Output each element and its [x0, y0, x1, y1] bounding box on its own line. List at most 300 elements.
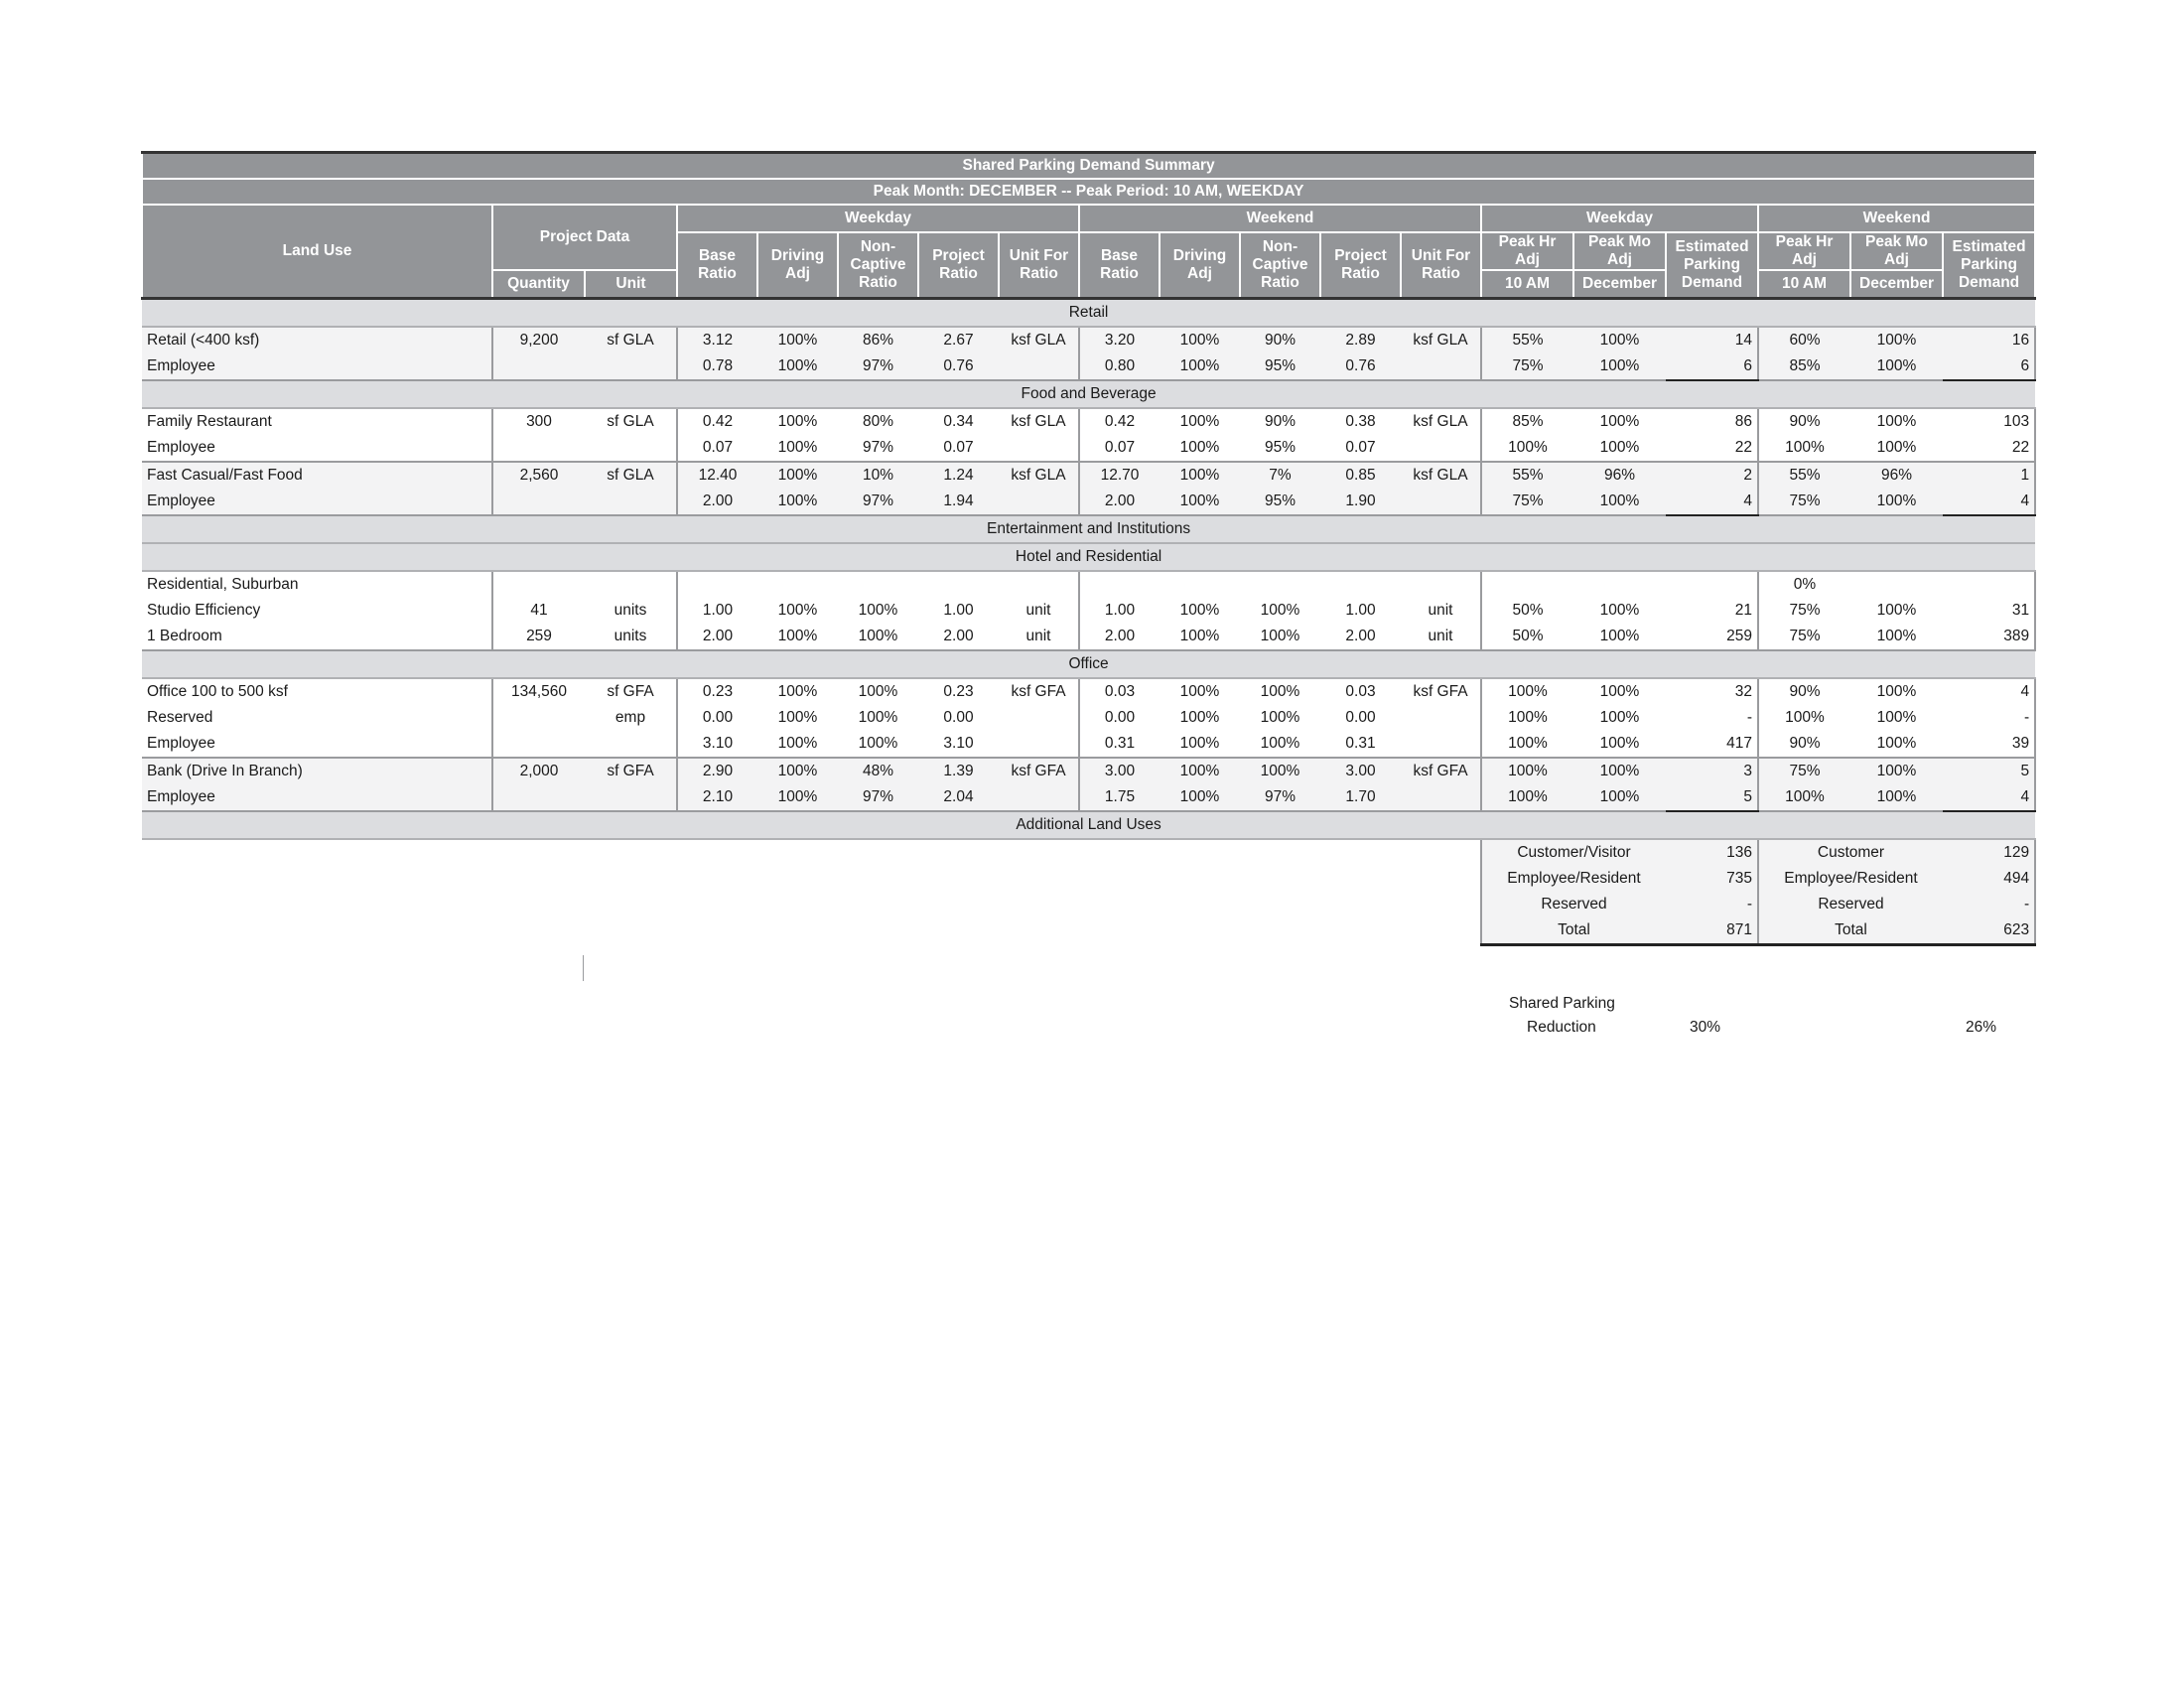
cell-unit: emp: [585, 705, 677, 731]
cell-wd-project-ratio: 0.76: [918, 353, 999, 380]
section-additional-land-uses: Additional Land Uses: [142, 811, 2035, 839]
cell-wd-base-ratio: 2.10: [677, 784, 757, 811]
table-title: Shared Parking Demand Summary: [142, 153, 2035, 180]
cell-wd-unit-for-ratio: [999, 705, 1079, 731]
cell-we-unit-for-ratio: ksf GLA: [1401, 462, 1481, 489]
cell-wd-base-ratio: 0.00: [702, 708, 734, 726]
summary-weekday-customer-value: 136: [1666, 839, 1758, 866]
header-wd-10am: 10 AM: [1481, 270, 1573, 299]
cell-wd-driving-adj: 100%: [777, 601, 818, 619]
cell-wd-non-captive: 48%: [838, 758, 918, 784]
cell-we-unit-for-ratio: [1401, 731, 1481, 758]
cell-unit: units: [585, 624, 677, 650]
cell-we-est-parking: 31: [1943, 598, 2035, 624]
cell-wd-est-parking: 6: [1666, 353, 1758, 380]
cell-wd-project-ratio: 1.00: [943, 601, 974, 619]
cell-wd-driving-adj: 100%: [777, 682, 818, 700]
cell-wd-non-captive: 97%: [838, 489, 918, 515]
cell-unit: sf GFA: [585, 678, 677, 705]
header-wd-december: December: [1573, 270, 1666, 299]
cell-we-base-ratio: 2.00: [1079, 624, 1160, 650]
cell-wd-driving-adj: 100%: [777, 708, 818, 726]
cell-wd-peak-hr-adj: 75%: [1481, 489, 1573, 515]
cell-we-driving-adj: 100%: [1179, 708, 1220, 726]
cell-wd-peak-mo-adj: [1573, 571, 1666, 598]
header-we-unit-for-ratio: Unit For Ratio: [1401, 232, 1481, 298]
cell-we-peak-hr-adj: 90%: [1789, 682, 1821, 700]
summary-weekday-employee-value: 735: [1666, 866, 1758, 892]
cell-wd-peak-hr-adj: 85%: [1512, 412, 1544, 430]
header-wd-driving-adj: Driving Adj: [757, 232, 838, 298]
cell-we-peak-hr-adj: 75%: [1758, 489, 1850, 515]
cell-quantity: 134,560: [510, 682, 568, 700]
cell-we-unit-for-ratio: unit: [1401, 624, 1481, 650]
cell-we-unit-for-ratio: [1401, 435, 1481, 462]
cell-we-peak-mo-adj: [1850, 571, 1943, 598]
cell-we-non-captive: 100%: [1260, 708, 1300, 726]
cell-we-base-ratio: 12.70: [1079, 462, 1160, 489]
cell-we-non-captive: 100%: [1240, 624, 1320, 650]
cell-we-peak-mo-adj: 100%: [1850, 731, 1943, 758]
cell-wd-unit-for-ratio: ksf GFA: [999, 758, 1079, 784]
cell-we-driving-adj: 100%: [1160, 462, 1240, 489]
cell-we-peak-mo-adj: 100%: [1850, 624, 1943, 650]
cell-wd-non-captive: 97%: [838, 353, 918, 380]
cell-wd-peak-mo-adj: 100%: [1573, 327, 1666, 353]
cell-land-use: Bank (Drive In Branch): [142, 758, 492, 784]
cell-wd-base-ratio: 0.78: [677, 353, 757, 380]
cell-we-non-captive: 90%: [1240, 327, 1320, 353]
header-we-base-ratio: Base Ratio: [1079, 232, 1160, 298]
cell-we-driving-adj: 100%: [1179, 412, 1220, 430]
section-office: Office: [142, 650, 2035, 678]
header-land-use: Land Use: [142, 205, 492, 298]
cell-wd-est-parking: 2: [1666, 462, 1758, 489]
cell-we-driving-adj: 100%: [1160, 731, 1240, 758]
cell-we-est-parking: 4: [1943, 489, 2035, 515]
cell-wd-project-ratio: 1.24: [918, 462, 999, 489]
cell-we-driving-adj: 100%: [1160, 624, 1240, 650]
cell-we-unit-for-ratio: [1401, 353, 1481, 380]
cell-wd-peak-hr-adj: 100%: [1481, 731, 1573, 758]
cell-wd-peak-hr-adj: 100%: [1481, 758, 1573, 784]
cell-we-peak-hr-adj: 75%: [1789, 601, 1821, 619]
table-row: [142, 705, 2035, 731]
cell-unit: units: [585, 598, 677, 624]
cell-unit: [585, 571, 677, 598]
cell-wd-peak-mo-adj: 100%: [1573, 489, 1666, 515]
cell-we-peak-mo-adj: 100%: [1850, 489, 1943, 515]
cell-wd-project-ratio: 1.94: [918, 489, 999, 515]
cell-wd-driving-adj: 100%: [757, 435, 838, 462]
cell-wd-peak-mo-adj: 100%: [1573, 353, 1666, 380]
cell-cursor: [583, 955, 584, 981]
header-we-10am: 10 AM: [1758, 270, 1850, 299]
cell-we-project-ratio: 2.89: [1320, 327, 1401, 353]
summary-weekend-employee-value: 494: [1943, 866, 2035, 892]
cell-we-driving-adj: 100%: [1179, 601, 1220, 619]
parking-demand-sheet: [141, 151, 2033, 946]
cell-unit: [585, 784, 677, 811]
cell-land-use: 1 Bedroom: [142, 624, 492, 650]
cell-land-use: Employee: [142, 731, 492, 758]
header-weekend-ratios: Weekend: [1079, 205, 1481, 232]
cell-wd-project-ratio: 2.67: [918, 327, 999, 353]
cell-wd-unit-for-ratio: ksf GFA: [999, 678, 1079, 705]
header-weekday-demand: Weekday: [1481, 205, 1758, 232]
summary-weekday-reserved-label: Reserved: [1481, 892, 1666, 917]
cell-we-peak-hr-adj: 75%: [1758, 758, 1850, 784]
table-row: [142, 435, 2035, 462]
cell-we-non-captive: 100%: [1260, 601, 1300, 619]
cell-wd-est-parking: 21: [1666, 598, 1758, 624]
cell-land-use: Retail (<400 ksf): [142, 327, 492, 353]
cell-wd-peak-mo-adj: 100%: [1599, 682, 1640, 700]
cell-unit: [585, 435, 677, 462]
cell-wd-peak-mo-adj: 100%: [1573, 758, 1666, 784]
cell-wd-non-captive: 100%: [838, 731, 918, 758]
summary-weekend-total-value: 623: [1943, 917, 2035, 945]
cell-we-unit-for-ratio: ksf GFA: [1401, 758, 1481, 784]
cell-land-use: Studio Efficiency: [142, 598, 492, 624]
cell-we-unit-for-ratio: [1401, 489, 1481, 515]
header-wd-peak-hr-adj: Peak Hr Adj: [1481, 232, 1573, 270]
cell-we-base-ratio: 0.80: [1079, 353, 1160, 380]
cell-we-non-captive: 97%: [1240, 784, 1320, 811]
cell-we-project-ratio: 1.90: [1320, 489, 1401, 515]
header-we-driving-adj: Driving Adj: [1160, 232, 1240, 298]
cell-we-peak-hr-adj: 100%: [1758, 435, 1850, 462]
summary-weekday-total-value: 871: [1666, 917, 1758, 945]
table-row: [142, 624, 2035, 650]
cell-we-driving-adj: 100%: [1160, 758, 1240, 784]
cell-quantity: 300: [526, 412, 552, 430]
cell-quantity: [492, 784, 585, 811]
cell-we-peak-hr-adj: 100%: [1785, 708, 1825, 726]
header-quantity: Quantity: [492, 270, 585, 299]
cell-wd-driving-adj: 100%: [757, 758, 838, 784]
cell-we-driving-adj: 100%: [1160, 435, 1240, 462]
summary-weekday-employee-label: Employee/Resident: [1481, 866, 1666, 892]
summary-weekday-total-label: Total: [1481, 917, 1666, 945]
reduction-label-line1: Shared Parking: [1509, 995, 1615, 1012]
cell-unit: sf GLA: [585, 327, 677, 353]
cell-we-project-ratio: [1320, 571, 1401, 598]
header-wd-base-ratio: Base Ratio: [677, 232, 757, 298]
cell-wd-est-parking: 22: [1666, 435, 1758, 462]
cell-we-project-ratio: 1.70: [1320, 784, 1401, 811]
cell-wd-peak-mo-adj: 100%: [1573, 784, 1666, 811]
cell-we-project-ratio: 2.00: [1320, 624, 1401, 650]
table-row: [142, 731, 2035, 758]
header-we-peak-mo-adj: Peak Mo Adj: [1850, 232, 1943, 270]
cell-we-project-ratio: 0.03: [1345, 682, 1376, 700]
summary-weekend-customer-label: Customer: [1758, 839, 1943, 866]
cell-we-project-ratio: 0.85: [1320, 462, 1401, 489]
cell-wd-est-parking: 4: [1666, 489, 1758, 515]
cell-quantity: [492, 489, 585, 515]
cell-we-base-ratio: 0.00: [1104, 708, 1136, 726]
cell-we-est-parking: 5: [1943, 758, 2035, 784]
cell-wd-peak-mo-adj: 96%: [1573, 462, 1666, 489]
cell-wd-project-ratio: 0.00: [943, 708, 974, 726]
cell-we-peak-mo-adj: 100%: [1850, 435, 1943, 462]
cell-wd-project-ratio: 2.04: [918, 784, 999, 811]
cell-wd-non-captive: 100%: [838, 624, 918, 650]
cell-we-unit-for-ratio: ksf GLA: [1401, 408, 1481, 435]
cell-wd-driving-adj: [757, 571, 838, 598]
cell-wd-project-ratio: 1.39: [918, 758, 999, 784]
header-unit: Unit: [585, 270, 677, 299]
peak-period-subtitle: Peak Month: DECEMBER -- Peak Period: 10 AM, WEEKDAY: [142, 179, 2035, 205]
cell-wd-project-ratio: 0.07: [918, 435, 999, 462]
cell-wd-peak-mo-adj: 100%: [1573, 435, 1666, 462]
cell-wd-est-parking: 259: [1666, 624, 1758, 650]
cell-land-use: Reserved: [142, 705, 492, 731]
parking-demand-table: [141, 151, 2036, 946]
cell-we-unit-for-ratio: [1401, 784, 1481, 811]
header-we-december: December: [1850, 270, 1943, 299]
table-row: [142, 758, 2035, 784]
header-wd-est-parking: Estimated Parking Demand: [1666, 232, 1758, 298]
cell-wd-driving-adj: 100%: [777, 412, 818, 430]
cell-wd-non-captive: [838, 571, 918, 598]
cell-we-peak-mo-adj: 100%: [1876, 682, 1917, 700]
header-wd-unit-for-ratio: Unit For Ratio: [999, 232, 1079, 298]
cell-we-est-parking: -: [1943, 705, 2035, 731]
cell-wd-project-ratio: 0.34: [943, 412, 974, 430]
cell-land-use: Employee: [142, 353, 492, 380]
cell-we-peak-hr-adj: 60%: [1758, 327, 1850, 353]
cell-wd-peak-mo-adj: 100%: [1599, 601, 1640, 619]
table-row: [142, 678, 2035, 705]
cell-wd-peak-mo-adj: 100%: [1573, 731, 1666, 758]
cell-we-peak-mo-adj: 96%: [1850, 462, 1943, 489]
summary-weekend-employee-label: Employee/Resident: [1758, 866, 1943, 892]
section-entertainment: Entertainment and Institutions: [142, 515, 2035, 543]
cell-wd-driving-adj: 100%: [757, 731, 838, 758]
cell-wd-unit-for-ratio: [999, 435, 1079, 462]
cell-we-est-parking: 389: [1943, 624, 2035, 650]
cell-we-peak-mo-adj: 100%: [1850, 327, 1943, 353]
cell-we-est-parking: 4: [1943, 784, 2035, 811]
cell-we-base-ratio: 1.75: [1079, 784, 1160, 811]
table-row: [142, 462, 2035, 489]
cell-we-peak-hr-adj: 100%: [1758, 784, 1850, 811]
reduction-weekday-value: 30%: [1690, 1019, 1721, 1036]
cell-wd-base-ratio: 1.00: [702, 601, 734, 619]
cell-we-driving-adj: 100%: [1160, 327, 1240, 353]
cell-unit: sf GLA: [585, 462, 677, 489]
cell-wd-unit-for-ratio: [999, 571, 1079, 598]
cell-wd-project-ratio: 0.23: [943, 682, 974, 700]
cell-quantity: 9,200: [492, 327, 585, 353]
cell-we-driving-adj: 100%: [1160, 353, 1240, 380]
cell-we-peak-hr-adj: 90%: [1758, 731, 1850, 758]
cell-we-project-ratio: 0.38: [1345, 412, 1376, 430]
cell-wd-unit-for-ratio: ksf GLA: [999, 327, 1079, 353]
header-we-est-parking: Estimated Parking Demand: [1943, 232, 2035, 298]
cell-quantity: 2,560: [492, 462, 585, 489]
cell-wd-project-ratio: [918, 571, 999, 598]
cell-wd-unit-for-ratio: [999, 784, 1079, 811]
cell-wd-peak-hr-adj: 50%: [1512, 601, 1544, 619]
cell-wd-non-captive: 100%: [858, 708, 898, 726]
cell-wd-base-ratio: 0.07: [677, 435, 757, 462]
cell-we-project-ratio: 3.00: [1320, 758, 1401, 784]
cell-we-driving-adj: [1160, 571, 1240, 598]
cell-quantity: [492, 435, 585, 462]
cell-we-est-parking: 39: [1943, 731, 2035, 758]
reduction-weekend-value: 26%: [1966, 1019, 1997, 1036]
summary-weekday-reserved-value: -: [1666, 892, 1758, 917]
cell-wd-non-captive: 100%: [858, 682, 898, 700]
cell-wd-est-parking: 32: [1666, 678, 1758, 705]
summary-weekend-reserved-value: -: [1943, 892, 2035, 917]
cell-land-use: Employee: [142, 784, 492, 811]
cell-we-base-ratio: 0.03: [1104, 682, 1136, 700]
cell-we-non-captive: [1240, 571, 1320, 598]
cell-wd-base-ratio: 12.40: [677, 462, 757, 489]
cell-we-peak-hr-adj: 75%: [1758, 624, 1850, 650]
cell-wd-unit-for-ratio: unit: [999, 598, 1079, 624]
cell-we-est-parking: 4: [1943, 678, 2035, 705]
cell-wd-peak-hr-adj: 100%: [1481, 784, 1573, 811]
cell-wd-peak-mo-adj: 100%: [1599, 708, 1640, 726]
section-hotel-residential: Hotel and Residential: [142, 543, 2035, 571]
cell-we-est-parking: 103: [1943, 408, 2035, 435]
cell-we-unit-for-ratio: ksf GLA: [1401, 327, 1481, 353]
cell-we-peak-mo-adj: 100%: [1850, 784, 1943, 811]
cell-we-base-ratio: 3.20: [1079, 327, 1160, 353]
cell-we-non-captive: 7%: [1240, 462, 1320, 489]
cell-we-base-ratio: 0.31: [1079, 731, 1160, 758]
header-weekday-ratios: Weekday: [677, 205, 1079, 232]
cell-wd-non-captive: 80%: [862, 412, 894, 430]
cell-we-project-ratio: 0.31: [1320, 731, 1401, 758]
header-we-peak-hr-adj: Peak Hr Adj: [1758, 232, 1850, 270]
cell-wd-base-ratio: 0.23: [702, 682, 734, 700]
cell-we-base-ratio: 0.42: [1104, 412, 1136, 430]
cell-we-base-ratio: 0.07: [1079, 435, 1160, 462]
cell-wd-base-ratio: 2.00: [677, 624, 757, 650]
cell-we-est-parking: 1: [1943, 462, 2035, 489]
cell-wd-peak-hr-adj: [1481, 571, 1573, 598]
cell-we-non-captive: 100%: [1240, 758, 1320, 784]
cell-wd-driving-adj: 100%: [757, 784, 838, 811]
cell-wd-est-parking: 3: [1666, 758, 1758, 784]
cell-wd-driving-adj: 100%: [757, 462, 838, 489]
cell-unit: sf GLA: [585, 408, 677, 435]
cell-wd-non-captive: 86%: [838, 327, 918, 353]
cell-we-peak-hr-adj: 0%: [1793, 575, 1817, 593]
section-retail: Retail: [142, 298, 2035, 327]
cell-wd-non-captive: 10%: [838, 462, 918, 489]
cell-wd-base-ratio: 3.10: [677, 731, 757, 758]
cell-we-peak-mo-adj: 100%: [1850, 353, 1943, 380]
cell-wd-peak-hr-adj: 50%: [1481, 624, 1573, 650]
cell-wd-unit-for-ratio: [999, 353, 1079, 380]
cell-wd-peak-mo-adj: 100%: [1573, 624, 1666, 650]
cell-wd-peak-hr-adj: 55%: [1481, 327, 1573, 353]
cell-wd-peak-hr-adj: 75%: [1481, 353, 1573, 380]
summary-weekend-reserved-label: Reserved: [1758, 892, 1943, 917]
cell-we-base-ratio: 3.00: [1079, 758, 1160, 784]
cell-we-project-ratio: 1.00: [1345, 601, 1376, 619]
header-we-project-ratio: Project Ratio: [1320, 232, 1401, 298]
cell-we-non-captive: 95%: [1240, 353, 1320, 380]
cell-we-base-ratio: 2.00: [1079, 489, 1160, 515]
cell-wd-non-captive: 100%: [858, 601, 898, 619]
cell-wd-base-ratio: 3.12: [677, 327, 757, 353]
cell-wd-est-parking: [1666, 571, 1758, 598]
cell-we-base-ratio: 1.00: [1104, 601, 1136, 619]
cell-we-project-ratio: 0.76: [1320, 353, 1401, 380]
cell-land-use: Office 100 to 500 ksf: [142, 678, 492, 705]
cell-we-project-ratio: 0.07: [1320, 435, 1401, 462]
cell-wd-peak-mo-adj: 100%: [1599, 412, 1640, 430]
cell-wd-base-ratio: [677, 571, 757, 598]
cell-we-est-parking: 16: [1943, 327, 2035, 353]
cell-we-unit-for-ratio: unit: [1401, 598, 1481, 624]
cell-quantity: [492, 571, 585, 598]
cell-wd-non-captive: 97%: [838, 435, 918, 462]
cell-quantity: [492, 731, 585, 758]
table-row: [142, 784, 2035, 811]
cell-wd-base-ratio: 2.00: [677, 489, 757, 515]
cell-we-non-captive: 100%: [1260, 682, 1300, 700]
cell-wd-est-parking: 5: [1666, 784, 1758, 811]
cell-unit: [585, 353, 677, 380]
cell-we-est-parking: 22: [1943, 435, 2035, 462]
cell-wd-peak-hr-adj: 100%: [1508, 682, 1548, 700]
cell-quantity: [492, 353, 585, 380]
cell-we-driving-adj: 100%: [1160, 784, 1240, 811]
cell-wd-unit-for-ratio: ksf GLA: [999, 462, 1079, 489]
table-row: [142, 489, 2035, 515]
table-row: [142, 408, 2035, 435]
header-weekend-demand: Weekend: [1758, 205, 2035, 232]
cell-we-peak-hr-adj: 90%: [1789, 412, 1821, 430]
cell-we-unit-for-ratio: [1401, 571, 1481, 598]
cell-unit: [585, 489, 677, 515]
cell-we-est-parking: 6: [1943, 353, 2035, 380]
cell-we-peak-hr-adj: 55%: [1758, 462, 1850, 489]
cell-wd-base-ratio: 2.90: [677, 758, 757, 784]
cell-we-peak-mo-adj: 100%: [1876, 412, 1917, 430]
cell-we-est-parking: [1943, 571, 2035, 598]
cell-we-project-ratio: 0.00: [1345, 708, 1376, 726]
cell-wd-non-captive: 97%: [838, 784, 918, 811]
cell-wd-unit-for-ratio: ksf GLA: [999, 408, 1079, 435]
table-row: [142, 353, 2035, 380]
cell-land-use: Family Restaurant: [142, 408, 492, 435]
cell-we-peak-hr-adj: 85%: [1758, 353, 1850, 380]
cell-wd-base-ratio: 0.42: [702, 412, 734, 430]
cell-wd-est-parking: 14: [1666, 327, 1758, 353]
cell-wd-unit-for-ratio: [999, 489, 1079, 515]
section-food-beverage: Food and Beverage: [142, 380, 2035, 408]
header-project-data: Project Data: [492, 205, 677, 270]
cell-wd-driving-adj: 100%: [757, 489, 838, 515]
summary-weekend-customer-value: 129: [1943, 839, 2035, 866]
cell-we-non-captive: 95%: [1240, 435, 1320, 462]
cell-we-driving-adj: 100%: [1179, 682, 1220, 700]
cell-quantity: [492, 705, 585, 731]
cell-wd-est-parking: 86: [1666, 408, 1758, 435]
cell-land-use: Residential, Suburban: [142, 571, 492, 598]
cell-we-base-ratio: [1079, 571, 1160, 598]
